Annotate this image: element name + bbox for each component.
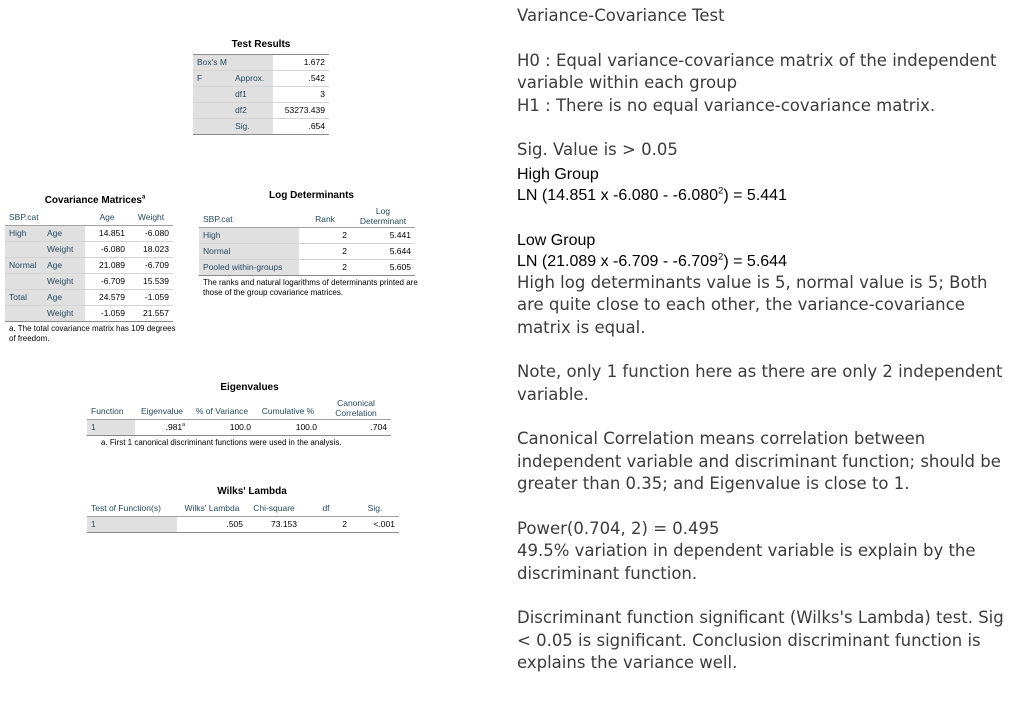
row-sublabel: df1 xyxy=(231,87,273,103)
age-value: -6.080 xyxy=(85,242,129,258)
table-row xyxy=(199,260,415,276)
category-label: Pooled within-groups xyxy=(199,260,299,276)
group-label xyxy=(5,274,43,290)
hypothesis-h0: H0 : Equal variance-covariance matrix of the independent variable within each group xyxy=(517,50,997,92)
eigenvalues-footnote: a. First 1 canonical discriminant functions were used in the analysis. xyxy=(101,438,342,447)
table-row xyxy=(193,55,329,71)
group-label xyxy=(5,306,43,322)
group-label: Total xyxy=(5,290,43,306)
column-header: Log Determinant xyxy=(351,205,415,228)
eigenvalues-title: Eigenvalues xyxy=(220,382,279,393)
column-header: Eigenvalue xyxy=(135,397,189,420)
column-header: Age xyxy=(85,210,129,226)
age-value: 21.089 xyxy=(85,258,129,274)
group-label: Normal xyxy=(5,258,43,274)
column-header: Test of Function(s) xyxy=(87,501,177,517)
log-determinants-footnote: The ranks and natural logarithms of determinants printed are those of the group covariance matrices. xyxy=(203,278,418,297)
age-value: 24.579 xyxy=(85,290,129,306)
log-determinants-table xyxy=(199,190,424,298)
table-row xyxy=(5,226,173,242)
rank-value: 2 xyxy=(299,228,351,244)
age-value: -1.059 xyxy=(85,306,129,322)
column-header: % of Variance xyxy=(189,397,255,420)
eigenvalue-value: .981$^a$ xyxy=(135,420,189,436)
notes-panel xyxy=(517,5,1017,675)
row-value: 1.672 xyxy=(273,55,329,71)
wilks-lambda-title: Wilks' Lambda xyxy=(217,486,287,497)
covariance-matrices-table xyxy=(5,195,185,344)
column-header: SBP.cat xyxy=(199,205,299,228)
function-note: Note, only 1 function here as there are only 2 independent variable. xyxy=(517,362,1003,404)
power-formula: Power(0.704, 2) = 0.495 xyxy=(517,518,720,538)
function-label: 1 xyxy=(87,420,135,436)
hypothesis-h1: H1 : There is no equal variance-covariance matrix. xyxy=(517,95,936,115)
table-row xyxy=(87,420,391,436)
table-row xyxy=(199,228,415,244)
rank-value: 2 xyxy=(299,260,351,276)
weight-value: -6.080 xyxy=(129,226,173,242)
row-value: 53273.439 xyxy=(273,103,329,119)
eigenvalues-grid xyxy=(87,397,391,436)
table-row xyxy=(87,517,399,533)
eigenvalues-table xyxy=(87,382,412,448)
wilks-lambda-conclusion: Discriminant function significant (Wilks's Lambda) test. Sig < 0.05 is significant. Conclusion discriminant function is explains the variance well. xyxy=(517,608,1004,672)
var-label: Weight xyxy=(43,306,85,322)
row-sublabel: Sig. xyxy=(231,119,273,135)
row-label xyxy=(193,87,231,103)
table-row xyxy=(5,258,173,274)
column-header: Chi-square xyxy=(247,501,301,517)
sig-value: <.001 xyxy=(351,517,399,533)
column-header: Cumulative % xyxy=(255,397,321,420)
table-header-row xyxy=(199,205,415,228)
row-label xyxy=(193,119,231,135)
weight-value: 21.557 xyxy=(129,306,173,322)
canonical-correlation-note: Canonical Correlation means correlation between independent variable and discriminant function; should be greater than 0.35; and Eigenvalue is close to 1. xyxy=(517,429,1001,493)
table-row xyxy=(199,244,415,260)
column-header: SBP.cat xyxy=(5,210,43,226)
table-header-row xyxy=(5,210,173,226)
covariance-footnote: a. The total covariance matrix has 109 degrees of freedom. xyxy=(9,324,176,343)
wilks-lambda-table xyxy=(87,486,417,533)
cumulative-pct-value: 100.0 xyxy=(255,420,321,436)
table-row xyxy=(5,274,173,290)
table-header-row xyxy=(87,501,399,517)
column-header: Canonical Correlation xyxy=(321,397,391,420)
wilks-lambda-grid xyxy=(87,501,399,533)
high-group-label: High Group xyxy=(517,165,599,183)
column-header: Rank xyxy=(299,205,351,228)
table-row xyxy=(193,71,329,87)
log-determinants-grid xyxy=(199,205,415,276)
log-determinants-title: Log Determinants xyxy=(268,190,354,201)
table-row xyxy=(193,87,329,103)
group-label xyxy=(5,242,43,258)
weight-value: -1.059 xyxy=(129,290,173,306)
column-header: Weight xyxy=(129,210,173,226)
logdet-value: 5.644 xyxy=(351,244,415,260)
var-label: Weight xyxy=(43,242,85,258)
log-determinant-conclusion: High log determinants value is 5, normal value is 5; Both are quite close to each other, the variance-covariance matrix is equal. xyxy=(517,272,988,337)
row-value: 3 xyxy=(273,87,329,103)
column-header xyxy=(43,210,85,226)
column-header: Sig. xyxy=(351,501,399,517)
variation-explained-note: 49.5% variation in dependent variable is explain by the discriminant function. xyxy=(517,541,976,583)
variance-pct-value: 100.0 xyxy=(189,420,255,436)
column-header: Wilks' Lambda xyxy=(177,501,247,517)
chi-square-value: 73.153 xyxy=(247,517,301,533)
logdet-value: 5.605 xyxy=(351,260,415,276)
low-group-formula: LN (21.089 x $-6.709 - -6.709^2) = 5.644$ xyxy=(517,251,787,270)
row-label: Box's M xyxy=(193,55,273,71)
column-header: Function xyxy=(87,397,135,420)
table-row xyxy=(193,103,329,119)
table-row xyxy=(193,119,329,135)
rank-value: 2 xyxy=(299,244,351,260)
column-header: df xyxy=(301,501,351,517)
var-label: Weight xyxy=(43,274,85,290)
table-row xyxy=(5,290,173,306)
category-label: Normal xyxy=(199,244,299,260)
table-row xyxy=(5,306,173,322)
row-sublabel: df2 xyxy=(231,103,273,119)
row-label: F xyxy=(193,71,231,87)
logdet-value: 5.441 xyxy=(351,228,415,244)
sig-statement: Sig. Value is > 0.05 xyxy=(517,140,678,159)
df-value: 2 xyxy=(301,517,351,533)
row-value: .654 xyxy=(273,119,329,135)
test-results-title: Test Results xyxy=(231,39,291,50)
row-value: .542 xyxy=(273,71,329,87)
test-results-grid xyxy=(193,54,329,135)
var-label: Age xyxy=(43,226,85,242)
weight-value: 18.023 xyxy=(129,242,173,258)
covariance-grid xyxy=(5,210,173,322)
low-group-label: Low Group xyxy=(517,231,596,249)
lambda-value: .505 xyxy=(177,517,247,533)
test-label: 1 xyxy=(87,517,177,533)
test-results-table xyxy=(193,39,329,135)
covariance-title: Covariance Matrices$^a$ xyxy=(44,194,146,206)
notes-heading: Variance-Covariance Test xyxy=(517,6,725,25)
table-header-row xyxy=(87,397,391,420)
row-sublabel: Approx. xyxy=(231,71,273,87)
age-value: -6.709 xyxy=(85,274,129,290)
table-row xyxy=(5,242,173,258)
weight-value: 15.539 xyxy=(129,274,173,290)
category-label: High xyxy=(199,228,299,244)
high-group-formula: LN (14.851 x $-6.080 - -6.080^2) = 5.441$ xyxy=(517,185,787,204)
weight-value: -6.709 xyxy=(129,258,173,274)
row-label xyxy=(193,103,231,119)
var-label: Age xyxy=(43,290,85,306)
group-label: High xyxy=(5,226,43,242)
var-label: Age xyxy=(43,258,85,274)
canonical-correlation-value: .704 xyxy=(321,420,391,436)
age-value: 14.851 xyxy=(85,226,129,242)
